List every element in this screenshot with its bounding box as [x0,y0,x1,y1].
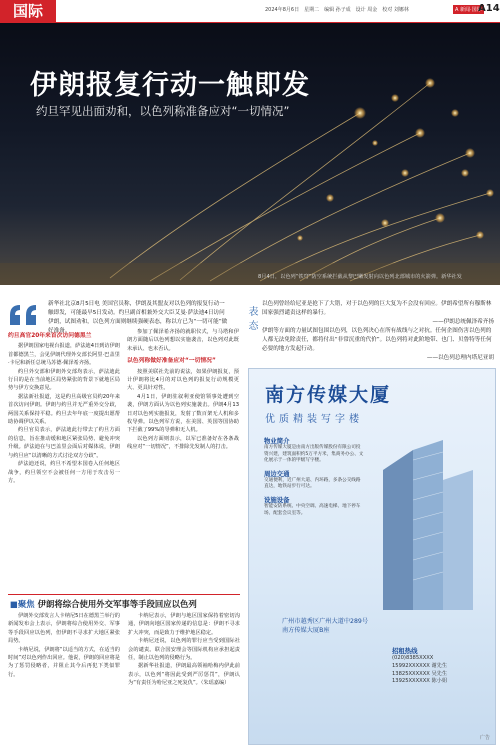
article-paragraph: 萨法迪还说，约旦不希望本国卷入任何地区战争，约旦领空不会被任何一方用于攻击另一方。 [8,461,120,484]
ad-section-title: 周边交通 [264,469,290,478]
article-column-a [8,328,120,485]
article-paragraph: 约旦官员表示，萨法迪此行带去了约旦方面的信息，旨在推动缓和地区紧张局势、避免冲突升级。萨法迪在与巴盖里会面后对媒体说，伊朗与约旦应“以清晰的方式讨论双方分歧”。 [8,427,120,459]
article-paragraph: 伊朗外交部发言人卡纳尼5日在德黑兰举行的新闻发布会上表示，伊朗将综合使用外交、军事等手段回应以色列，但伊朗不寻求扩大地区紧张局势。 [8,613,120,645]
building-illustration [372,430,484,610]
ad-section-text: 智能安防系统、中央空调、高速电梯、地下停车场、配套会议室等。 [264,503,361,516]
header-badge: A 新闻·国际 [455,7,482,13]
section-tag: 国际 [0,0,56,22]
ad-section-text: 南方传媒大厦是由南方出版传媒股份有限公司投资兴建，建筑面积约5万平方米，集商务办公、文化展示于一体的甲级写字楼。 [264,445,364,464]
article-paragraph: 卡纳尼还说，以色列的罪行应当受到国际社会的谴责。联合国安理会等国际机构应承担起责任，制止以色列的侵略行为。 [128,638,240,662]
ad-phone: 13825XXXXXX 吴先生 [392,670,448,677]
ad-contact [392,646,487,686]
article-paragraph: 按照美联社先前的说法，如果伊朗报复，预计伊朗将比4月的对以色列的报复行动规模更大、更具针对性。 [127,368,239,392]
subheadline: 约旦罕见出面劝和，以色列称准备应对“一切情况” [36,104,290,118]
ad-phone: 13925XXXXXX 陈小姐 [392,678,448,685]
article-subheading-a: 约旦高官20年来首次访问德黑兰 [8,333,92,339]
article-paragraph: 以色列方面则表示，以军已准备好在各条战线应对“一切情况”，不排除先发制人的打击。 [127,435,239,451]
biaotai-label: 表态 [246,306,257,334]
article-subheading-b: 以色列称做好准备应对“一切情况” [127,358,216,365]
biaotai-source-2: ——以色列总理内塔尼亚胡 [426,355,494,361]
ad-title: 南方传媒大厦 [265,384,392,406]
lead-paragraph: 新华社北京8月5日电 美国官员称，伊朗及其盟友对以色列的报复行动一触即发，可能最早5日发动。约旦副首相兼外交大臣艾曼·萨法迪4日访问伊朗，试图劝和，以色列方面则继续强硬表态，称以方已为“一切可能”做好准备。 [48,301,228,334]
ad-section-title: 物业简介 [264,437,290,445]
ad-slogan: 优质精装写字楼 [265,414,363,425]
article-paragraph: 4月1日，伊朗驻叙利亚使馆领事处遭到空袭，伊朗方面认为以色列实施袭击。伊朗4月13日对以色列实施报复，发射了数百架无人机和多枚导弹。以色列军方说，在美国、英国等国协助下拦截了99%的导弹和无人机。 [127,393,239,434]
hero-photo [0,23,500,285]
ad-phone: 15992XXXXXX 谢先生 [392,662,448,669]
article-paragraph: 约旦外交部和伊朗外交部均表示，萨法迪此行目的是在当前地区局势紧张的背景下就地区局势与伊方交换意见。 [8,368,120,392]
article-paragraph: 据法新社报道，这是约旦高级官员约20年来首次访问伊朗。伊朗与约旦并无严重外交分歧，两国关系保持平稳。约旦去年年底一度提出愿帮助协调伊以关系。 [8,393,120,426]
photo-caption: 8月4日，以色列“铁穹”防空系统拦截从黎巴嫩发射向以色列北部城市的火箭弹。新华社发 [258,274,462,280]
headline: 伊朗报复行动一触即发 [30,70,310,101]
ad-contact-title: 招租热线 [392,647,418,655]
biaotai-quote-1: 以色列曾经给尼亚是抢下了大错，对于以色列的巨大复为不会没有回应。伊朗希望所有穆斯林国家强烈谴责这样的暴行。 [262,301,492,316]
section-divider [8,594,240,595]
article-paragraph: 据新华社报道，伊朗最高领袖哈梅内伊此前表示，以色列“将因此受到严厉惩罚”，伊朗认为“有责任为哈尼亚之死复仇”。（朱瑶嘉编） [128,663,240,687]
article-paragraph: 据伊朗国家电视台报道，萨法迪4日到访伊朗首都德黑兰，会见伊朗代理外交部长阿里·巴盖里·卡尼和新任总统马苏德·佩泽希齐扬。 [8,343,120,367]
article-paragraph: 卡纳尼说，伊朗将“以适当的方式，在适当的时间”对以色列作出回应。他说，伊朗的回应将是为了惩罚侵略者，并阻止其今后再犯下类似罪行。 [8,646,120,678]
ad-mark: 广告 [480,735,491,741]
header-meta: 2024年8月6日 星期二 编辑 孙子成 设计 周金 校对 刘娜林 [265,7,409,13]
page-number: A14 [478,3,500,14]
ad-address: 广州市越秀区广州大道中289号 南方传媒大厦B座 [282,618,369,634]
ad-phone: (020)8385XXXX [392,655,434,661]
bottom-headline [10,598,197,610]
article-paragraph: 卡纳尼表示，伊朗与地区国家保持着密切沟通，伊朗向地区国家传递的信息是：伊朗不寻求扩大冲突，而是致力于维护地区稳定。 [128,613,240,636]
biaotai-source-1: ——伊朗总统佩泽希齐扬 [432,319,494,325]
bottom-tag: ■聚焦 [10,599,35,609]
quote-mark-icon [8,303,42,327]
bottom-title: 伊朗将综合使用外交军事等手段回应以色列 [37,599,197,609]
biaotai-quote-2: 伊朗等方面的力量试图包围以色列，以色列决心在所有战线与之对抗。任何企图伤害以色列的人都无法免除责任，都将付出“非常沉重的代价”。以色列将对此阶地带、也门、贝鲁特等任何必要的地方发起行动。 [262,328,492,352]
ad-section-title: 设施设备 [264,495,290,504]
bottom-article-body [8,612,240,688]
ad-info [264,436,364,517]
biaotai-quotes [262,300,494,363]
ad-section-text: 交通便利，近广州大道、内环路，多条公交线路直达，地铁站步行可达。 [264,477,361,490]
article-paragraph: 参加了佩泽希齐扬的就职仪式，与马塔和伊朗方面随后以色列想以实施袭击，以色列对此既未承认、也未否认。 [127,329,239,352]
article-column-b [127,328,239,452]
